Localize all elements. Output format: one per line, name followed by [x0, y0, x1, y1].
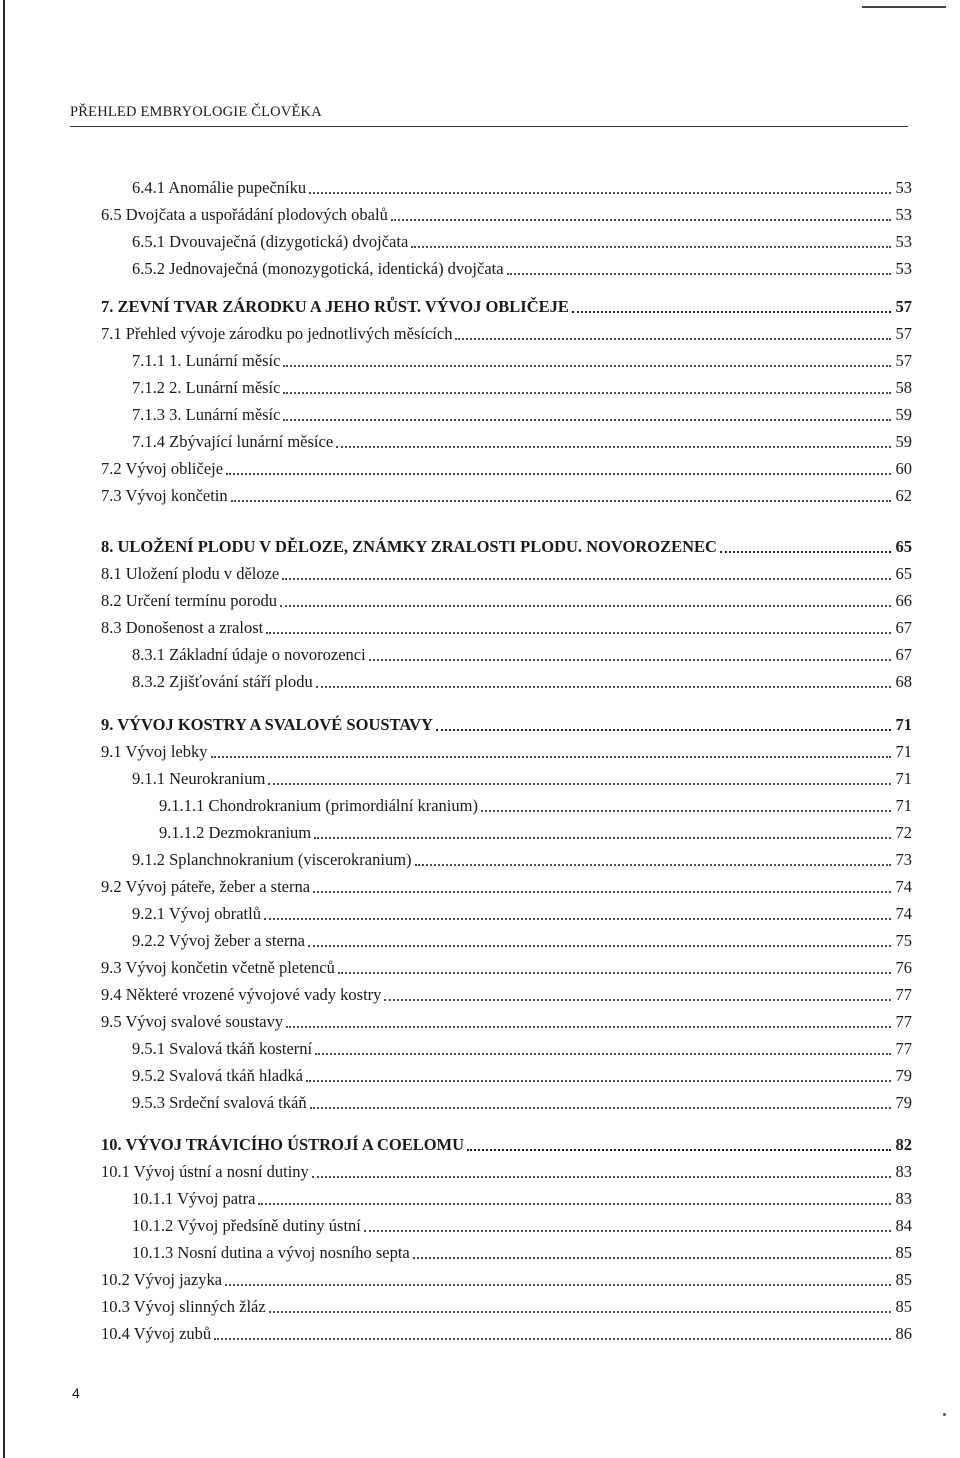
- toc-entry: [101, 562, 912, 584]
- dot-leader: [384, 999, 891, 1001]
- toc-entry-page: 85: [895, 1297, 912, 1316]
- toc-entry-page: 71: [895, 769, 912, 788]
- toc-entry-label: 8.2 Určení termínu porodu: [101, 591, 277, 610]
- toc-entry: [101, 203, 912, 225]
- dot-leader: [310, 1107, 891, 1109]
- toc-entry-page: 65: [895, 564, 912, 583]
- toc-entry-label: 7.2 Vývoj obličeje: [101, 459, 224, 478]
- toc-entry: [101, 983, 912, 1005]
- toc-entry-label: 7.1.1 1. Lunární měsíc: [132, 351, 281, 370]
- toc-entry-page: 85: [895, 1243, 912, 1262]
- toc-entry-page: 77: [895, 985, 912, 1004]
- toc-entry: [101, 1268, 912, 1290]
- toc-entry-page: 71: [895, 715, 912, 734]
- toc-entry: [132, 1214, 912, 1236]
- toc-entry-page: 60: [895, 459, 912, 478]
- dot-leader: [231, 500, 891, 502]
- toc-entry: [132, 257, 912, 279]
- toc-entry-page: 59: [895, 405, 912, 424]
- toc-entry-page: 77: [895, 1039, 912, 1058]
- toc-entry-page: 53: [895, 259, 912, 278]
- toc-entry-page: 67: [895, 645, 912, 664]
- toc-chapter-entry: [101, 713, 912, 735]
- toc-entry-page: 65: [895, 537, 912, 556]
- toc-entry: [101, 484, 912, 506]
- dot-leader: [364, 1230, 891, 1232]
- toc-entry-label: 9.1.2 Splanchnokranium (viscerokranium): [132, 850, 412, 869]
- toc-entry-page: 62: [895, 486, 912, 505]
- toc-entry-page: 79: [895, 1066, 912, 1085]
- toc-entry-label: 9.1.1 Neurokranium: [132, 769, 266, 788]
- dot-leader: [455, 338, 891, 340]
- toc-entry: [132, 1187, 912, 1209]
- toc-entry-page: 85: [895, 1270, 912, 1289]
- toc-entry: [101, 589, 912, 611]
- toc-entry-label: 9.2.1 Vývoj obratlů: [132, 904, 261, 923]
- dot-leader: [309, 192, 891, 194]
- toc-entry-page: 68: [895, 672, 912, 691]
- toc-entry-page: 73: [895, 850, 912, 869]
- dot-leader: [266, 632, 891, 634]
- toc-entry-label: 9.4 Některé vrozené vývojové vady kostry: [101, 985, 382, 1004]
- dot-leader: [436, 729, 891, 731]
- toc-entry-page: 86: [895, 1324, 912, 1343]
- dot-leader: [268, 783, 891, 785]
- toc-entry: [132, 1091, 912, 1113]
- toc-entry-label: 7. ZEVNÍ TVAR ZÁRODKU A JEHO RŮST. VÝVOJ OBLIČEJE: [101, 297, 569, 316]
- dot-leader: [225, 1284, 891, 1286]
- toc-entry-page: 53: [895, 205, 912, 224]
- toc-entry-page: 82: [895, 1135, 912, 1154]
- toc-entry-label: 9.1.1.1 Chondrokranium (primordiální kranium): [159, 796, 478, 815]
- toc-entry-page: 72: [895, 823, 912, 842]
- toc-entry-label: 8. ULOŽENÍ PLODU V DĚLOZE, ZNÁMKY ZRALOSTI PLODU. NOVOROZENEC: [101, 537, 717, 556]
- toc-entry: [101, 616, 912, 638]
- toc-entry-label: 6.5 Dvojčata a uspořádání plodových obalů: [101, 205, 388, 224]
- toc-entry-label: 10.1 Vývoj ústní a nosní dutiny: [101, 1162, 309, 1181]
- toc-entry-page: 57: [895, 297, 912, 316]
- dot-leader: [258, 1203, 891, 1205]
- toc-entry-label: 9.3 Vývoj končetin včetně pletenců: [101, 958, 335, 977]
- toc-entry: [101, 875, 912, 897]
- dot-leader: [338, 972, 891, 974]
- toc-entry: [159, 794, 912, 816]
- toc-entry-page: 53: [895, 232, 912, 251]
- page-number: 4: [72, 1385, 80, 1401]
- dot-leader: [315, 1053, 891, 1055]
- toc-entry-label: 8.3.1 Základní údaje o novorozenci: [132, 645, 366, 664]
- toc-entry-label: 10. VÝVOJ TRÁVICÍHO ÚSTROJÍ A COELOMU: [101, 1135, 465, 1154]
- toc-entry-label: 7.1.3 3. Lunární měsíc: [132, 405, 281, 424]
- toc-entry: [132, 1037, 912, 1059]
- dot-leader: [313, 891, 891, 893]
- page-edge-rule: [3, 0, 5, 1458]
- toc-entry: [101, 322, 912, 344]
- toc-entry-label: 9.5.1 Svalová tkáň kosterní: [132, 1039, 313, 1058]
- dot-leader: [283, 365, 891, 367]
- toc-entry-label: 9.5.2 Svalová tkáň hladká: [132, 1066, 303, 1085]
- toc-entry-page: 53: [895, 178, 912, 197]
- dot-leader: [280, 605, 891, 607]
- toc-entry: [132, 767, 912, 789]
- toc-entry-label: 10.1.1 Vývoj patra: [132, 1189, 256, 1208]
- toc-entry-page: 57: [895, 324, 912, 343]
- toc-entry-page: 59: [895, 432, 912, 451]
- toc-entry-label: 9.1 Vývoj lebky: [101, 742, 208, 761]
- dot-leader: [306, 1080, 891, 1082]
- toc-entry-page: 84: [895, 1216, 912, 1235]
- toc-entry-page: 83: [895, 1162, 912, 1181]
- toc-entry: [132, 230, 912, 252]
- toc-entry-label: 9.5.3 Srdeční svalová tkáň: [132, 1093, 307, 1112]
- dot-leader: [286, 1026, 891, 1028]
- toc-entry-label: 10.1.2 Vývoj předsíně dutiny ústní: [132, 1216, 361, 1235]
- toc-chapter-entry: [101, 535, 912, 557]
- dot-leader: [211, 756, 892, 758]
- toc-entry-page: 58: [895, 378, 912, 397]
- toc-entry-page: 71: [895, 742, 912, 761]
- dot-leader: [226, 473, 891, 475]
- toc-entry: [132, 1064, 912, 1086]
- toc-entry-label: 8.3 Donošenost a zralost: [101, 618, 264, 637]
- dot-leader: [214, 1338, 891, 1340]
- dot-leader: [413, 1257, 891, 1259]
- toc-entry-page: 75: [895, 931, 912, 950]
- dot-leader: [283, 419, 891, 421]
- dot-leader: [308, 945, 891, 947]
- toc-entry: [132, 349, 912, 371]
- toc-entry-label: 6.4.1 Anomálie pupečníku: [132, 178, 307, 197]
- toc-entry-page: 77: [895, 1012, 912, 1031]
- toc-entry-label: 10.3 Vývoj slinných žláz: [101, 1297, 266, 1316]
- toc-entry-page: 57: [895, 351, 912, 370]
- dot-leader: [391, 219, 891, 221]
- toc-entry: [132, 902, 912, 924]
- dot-leader: [411, 246, 891, 248]
- dot-leader: [369, 659, 891, 661]
- header-divider: [70, 126, 908, 127]
- scan-speck: [943, 1413, 946, 1416]
- dot-leader: [336, 446, 891, 448]
- toc-chapter-entry: [101, 1133, 912, 1155]
- toc-entry-page: 67: [895, 618, 912, 637]
- dot-leader: [264, 918, 891, 920]
- toc-entry: [132, 848, 912, 870]
- toc-entry-page: 74: [895, 904, 912, 923]
- toc-entry-label: 9. VÝVOJ KOSTRY A SVALOVÉ SOUSTAVY: [101, 715, 433, 734]
- toc-entry: [132, 929, 912, 951]
- dot-leader: [269, 1311, 891, 1313]
- toc-entry: [132, 403, 912, 425]
- toc-entry: [101, 1010, 912, 1032]
- dot-leader: [316, 686, 891, 688]
- dot-leader: [720, 551, 891, 553]
- toc-entry-label: 9.2 Vývoj páteře, žeber a sterna: [101, 877, 311, 896]
- toc-entry-page: 71: [895, 796, 912, 815]
- toc-entry-page: 79: [895, 1093, 912, 1112]
- toc-entry-label: 9.1.1.2 Dezmokranium: [159, 823, 312, 842]
- toc-entry-label: 9.2.2 Vývoj žeber a sterna: [132, 931, 305, 950]
- toc-entry: [132, 643, 912, 665]
- dot-leader: [314, 837, 891, 839]
- toc-entry-label: 8.3.2 Zjišťování stáří plodu: [132, 672, 313, 691]
- toc-chapter-entry: [101, 295, 912, 317]
- toc-entry-label: 7.3 Vývoj končetin: [101, 486, 228, 505]
- toc-entry: [101, 457, 912, 479]
- dot-leader: [507, 273, 891, 275]
- toc-entry: [159, 821, 912, 843]
- corner-mark: [862, 6, 946, 8]
- toc-entry-label: 7.1.4 Zbývající lunární měsíce: [132, 432, 334, 451]
- toc-entry: [132, 430, 912, 452]
- toc-entry-label: 6.5.2 Jednovaječná (monozygotická, identická) dvojčata: [132, 259, 504, 278]
- toc-entry-page: 74: [895, 877, 912, 896]
- toc-entry-label: 10.4 Vývoj zubů: [101, 1324, 212, 1343]
- toc-entry-label: 7.1.2 2. Lunární měsíc: [132, 378, 281, 397]
- toc-entry-page: 83: [895, 1189, 912, 1208]
- toc-entry-page: 66: [895, 591, 912, 610]
- toc-entry-label: 6.5.1 Dvouvaječná (dizygotická) dvojčata: [132, 232, 409, 251]
- toc-entry: [132, 1241, 912, 1263]
- dot-leader: [312, 1176, 891, 1178]
- dot-leader: [572, 311, 891, 313]
- toc-entry: [132, 176, 912, 198]
- toc-entry: [132, 670, 912, 692]
- toc-entry-label: 7.1 Přehled vývoje zárodku po jednotlivých měsících: [101, 324, 453, 343]
- dot-leader: [282, 578, 891, 580]
- toc-entry: [101, 956, 912, 978]
- dot-leader: [415, 864, 891, 866]
- toc-entry: [132, 376, 912, 398]
- toc-entry-label: 8.1 Uložení plodu v děloze: [101, 564, 280, 583]
- dot-leader: [283, 392, 891, 394]
- toc-entry-page: 76: [895, 958, 912, 977]
- toc-entry: [101, 1295, 912, 1317]
- toc-entry-label: 10.2 Vývoj jazyka: [101, 1270, 223, 1289]
- toc-entry: [101, 740, 912, 762]
- toc-entry-label: 9.5 Vývoj svalové soustavy: [101, 1012, 284, 1031]
- toc-entry: [101, 1160, 912, 1182]
- dot-leader: [467, 1149, 891, 1151]
- toc-entry-label: 10.1.3 Nosní dutina a vývoj nosního septa: [132, 1243, 410, 1262]
- toc-entry: [101, 1322, 912, 1344]
- running-header: PŘEHLED EMBRYOLOGIE ČLOVĚKA: [70, 104, 322, 120]
- dot-leader: [481, 810, 891, 812]
